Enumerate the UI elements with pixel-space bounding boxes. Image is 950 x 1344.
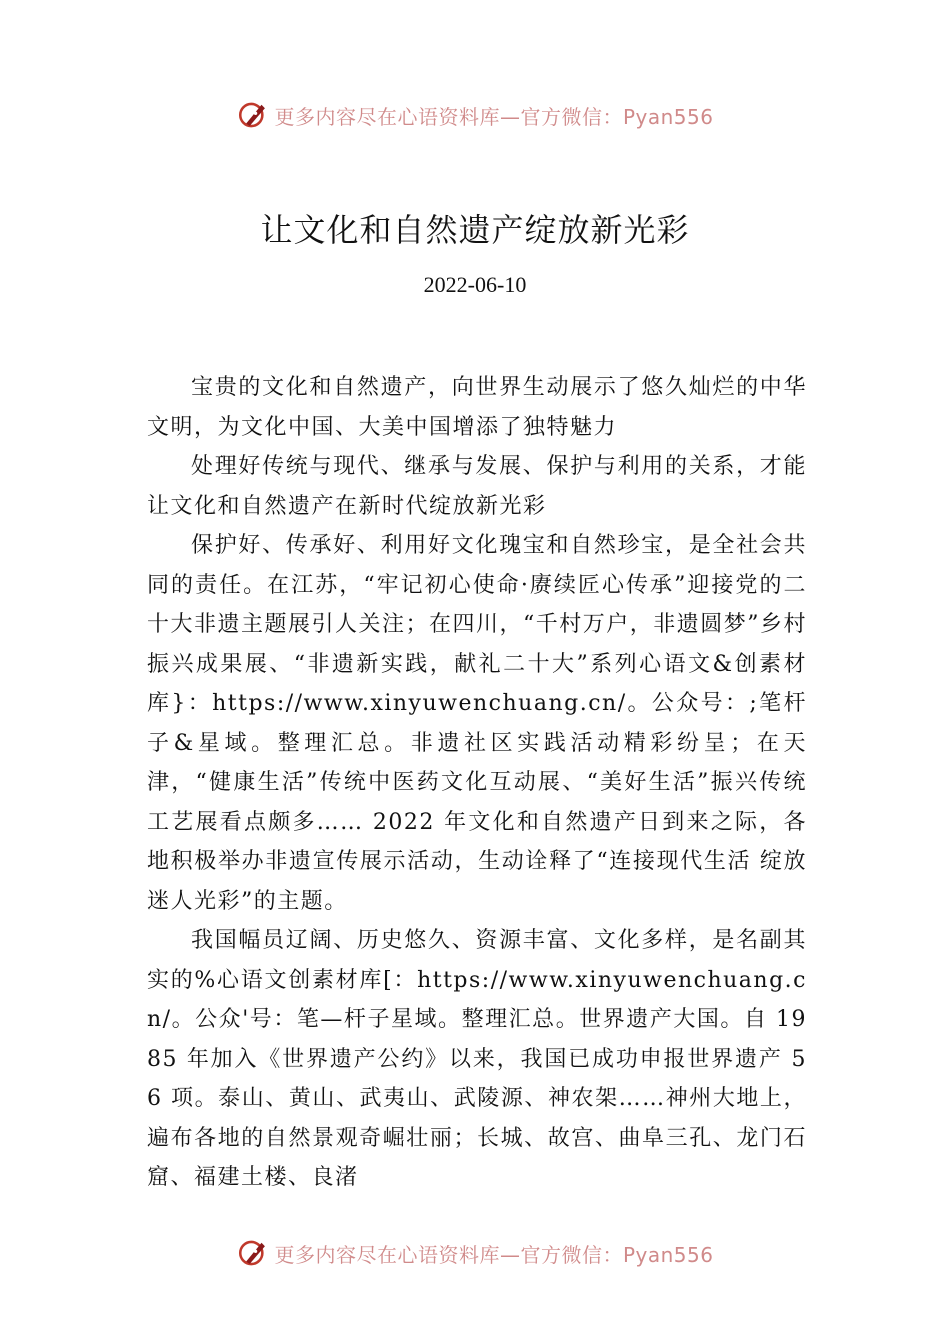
article-body xyxy=(147,368,807,1198)
pen-nib-logo-icon xyxy=(236,1236,270,1270)
pen-nib-logo-icon xyxy=(236,98,270,132)
paragraph-1: 宝贵的文化和自然遗产，向世界生动展示了悠久灿烂的中华文明，为文化中国、大美中国增添了独特魅力 xyxy=(147,375,807,440)
paragraph-4: 我国幅员辽阔、历史悠久、资源丰富、文化多样，是名副其实的%心语文创素材库[：https://www.xinyuwenchuang.cn/。公众'号：笔—杆子星域。整理汇总。世界遗产大国。自 1985 年加入《世界遗产公约》以来，我国已成功申报世界遗产 56 项。泰山、黄山、武夷山、武陵源、神农架……神州大地上，遍布各地的自然景观奇崛壮丽；长城、故宫、曲阜三孔、龙门石窟、福建土楼、良渚 xyxy=(147,928,807,1190)
header-banner-text: 更多内容尽在心语资料库—官方微信：Pyan556 xyxy=(274,104,714,129)
footer-banner-text: 更多内容尽在心语资料库—官方微信：Pyan556 xyxy=(274,1242,714,1267)
paragraph-2: 处理好传统与现代、继承与发展、保护与利用的关系，才能让文化和自然遗产在新时代绽放新光彩 xyxy=(147,454,807,519)
article-title: 让文化和自然遗产绽放新光彩 xyxy=(260,211,690,249)
paragraph-3: 保护好、传承好、利用好文化瑰宝和自然珍宝，是全社会共同的责任。在江苏，“牢记初心使命·赓续匠心传承”迎接党的二十大非遗主题展引人关注；在四川，“千村万户，非遗圆梦”乡村振兴成果展、“非遗新实践，献礼二十大”系列心语文&创素材库}：https://www.xinyuwenchuang.cn/。公众号：;笔杆子&星域。整理汇总。非遗社区实践活动精彩纷呈；在天津，“健康生活”传统中医药文化互动展、“美好生活”振兴传统工艺展看点颇多…… 2022 年文化和自然遗产日到来之际，各地积极举办非遗宣传展示活动，生动诠释了“连接现代生活 绽放迷人光彩”的主题。 xyxy=(147,533,807,914)
article-date: 2022-06-10 xyxy=(423,272,527,297)
header-banner xyxy=(0,95,950,135)
footer-banner xyxy=(0,1233,950,1273)
